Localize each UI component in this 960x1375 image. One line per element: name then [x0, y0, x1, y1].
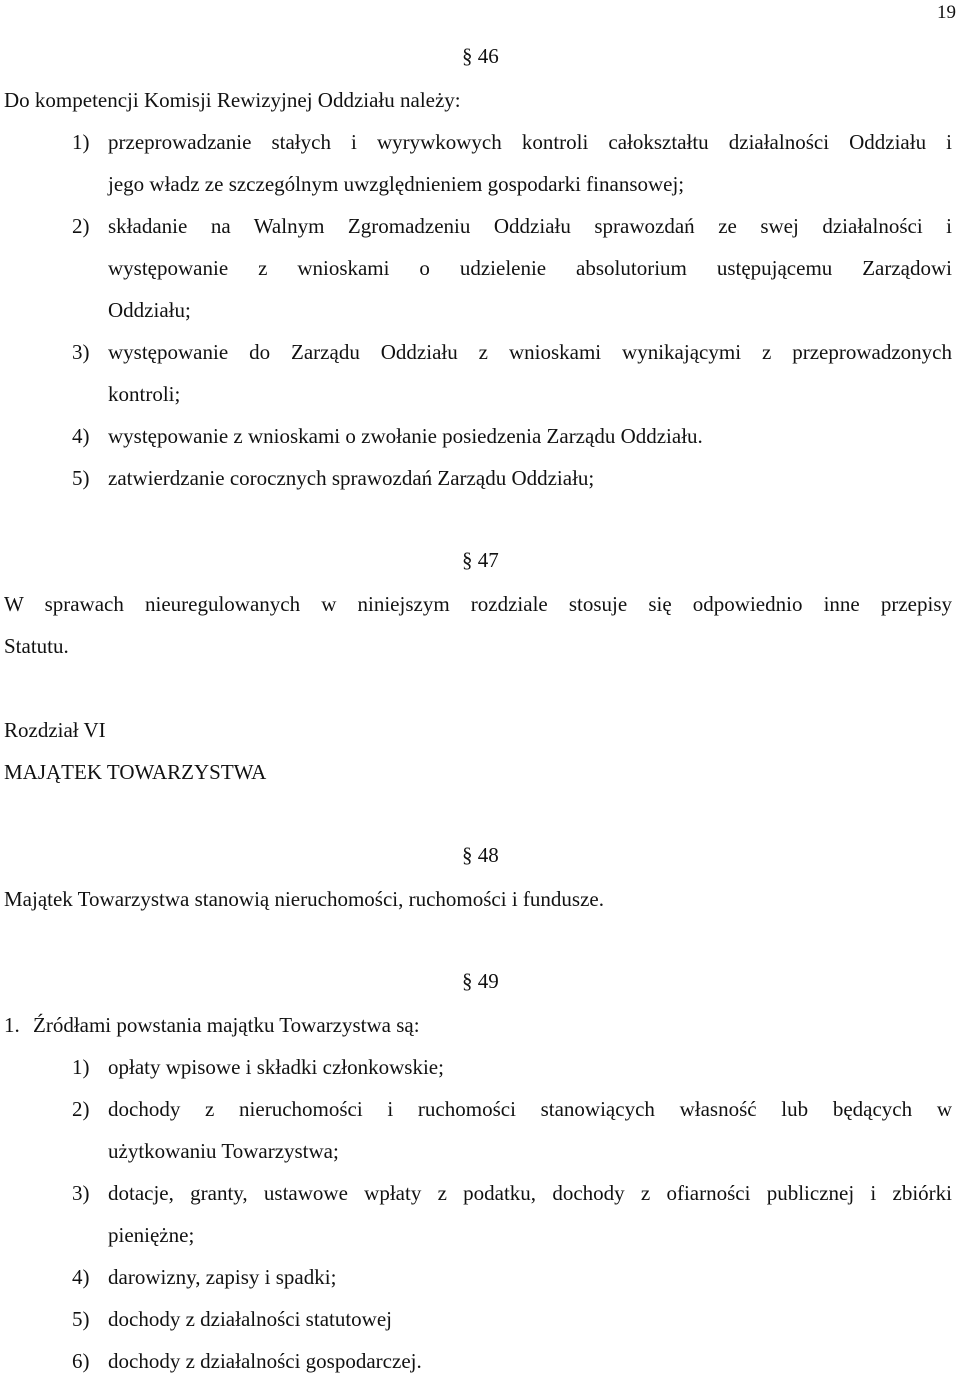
item-continuation: jego władz ze szczególnym uwzględnieniem gospodarki finansowej;: [108, 172, 685, 196]
item-text: występowanie do Zarządu Oddziału z wnioskami wynikającymi z przeprowadzonych: [108, 340, 952, 364]
item-text: darowizny, zapisy i spadki;: [108, 1265, 337, 1289]
item-text: przeprowadzanie stałych i wyrywkowych kontroli całokształtu działalności Oddziału i: [108, 130, 952, 154]
section-mark-48: § 48: [462, 843, 499, 867]
section-48-text: Majątek Towarzystwa stanowią nieruchomości, ruchomości i fundusze.: [4, 887, 604, 911]
item-number: 3): [72, 340, 90, 364]
item-number: 1): [72, 130, 90, 154]
page-number: 19: [937, 2, 956, 23]
item-number: 3): [72, 1181, 90, 1205]
section-47-text-cont: Statutu.: [4, 634, 69, 658]
chapter-title: MAJĄTEK TOWARZYSTWA: [4, 760, 267, 784]
section-mark-47: § 47: [462, 548, 499, 572]
section-mark-46: § 46: [462, 44, 499, 68]
item-continuation: Oddziału;: [108, 298, 191, 322]
section-mark-49: § 49: [462, 969, 499, 993]
item-continuation: użytkowaniu Towarzystwa;: [108, 1139, 339, 1163]
item-text: dochody z nieruchomości i ruchomości stanowiących własność lub będących w: [108, 1097, 952, 1121]
item-number: 2): [72, 1097, 90, 1121]
section-49-intro: [4, 1011, 952, 1039]
item-text: dochody z działalności statutowej: [108, 1307, 393, 1331]
chapter-number: Rozdział VI: [4, 718, 106, 742]
item-text: składanie na Walnym Zgromadzeniu Oddziału sprawozdań ze swej działalności i: [108, 214, 952, 238]
item-number: 4): [72, 424, 90, 448]
item-text: zatwierdzanie corocznych sprawozdań Zarządu Oddziału;: [108, 466, 595, 490]
item-number: 2): [72, 214, 90, 238]
item-number: 5): [72, 1307, 90, 1331]
item-number: 1): [72, 1055, 90, 1079]
item-continuation: kontroli;: [108, 382, 181, 406]
item-number: 4): [72, 1265, 90, 1289]
item-number: 6): [72, 1349, 90, 1373]
intro-text: Źródłami powstania majątku Towarzystwa są:: [33, 1013, 420, 1037]
section-47-text: W sprawach nieuregulowanych w niniejszym rozdziale stosuje się odpowiednio inne przepisy: [4, 592, 952, 616]
item-continuation: pieniężne;: [108, 1223, 195, 1247]
item-number: 5): [72, 466, 90, 490]
section-46-intro: Do kompetencji Komisji Rewizyjnej Oddziału należy:: [4, 88, 461, 112]
item-text: występowanie z wnioskami o zwołanie posiedzenia Zarządu Oddziału.: [108, 424, 703, 448]
item-text: opłaty wpisowe i składki członkowskie;: [108, 1055, 444, 1079]
item-continuation: występowanie z wnioskami o udzielenie absolutorium ustępującemu Zarządowi: [108, 256, 952, 280]
intro-number: 1.: [4, 1013, 20, 1037]
item-text: dochody z działalności gospodarczej.: [108, 1349, 422, 1373]
item-text: dotacje, granty, ustawowe wpłaty z podatku, dochody z ofiarności publicznej i zbiórki: [108, 1181, 952, 1205]
